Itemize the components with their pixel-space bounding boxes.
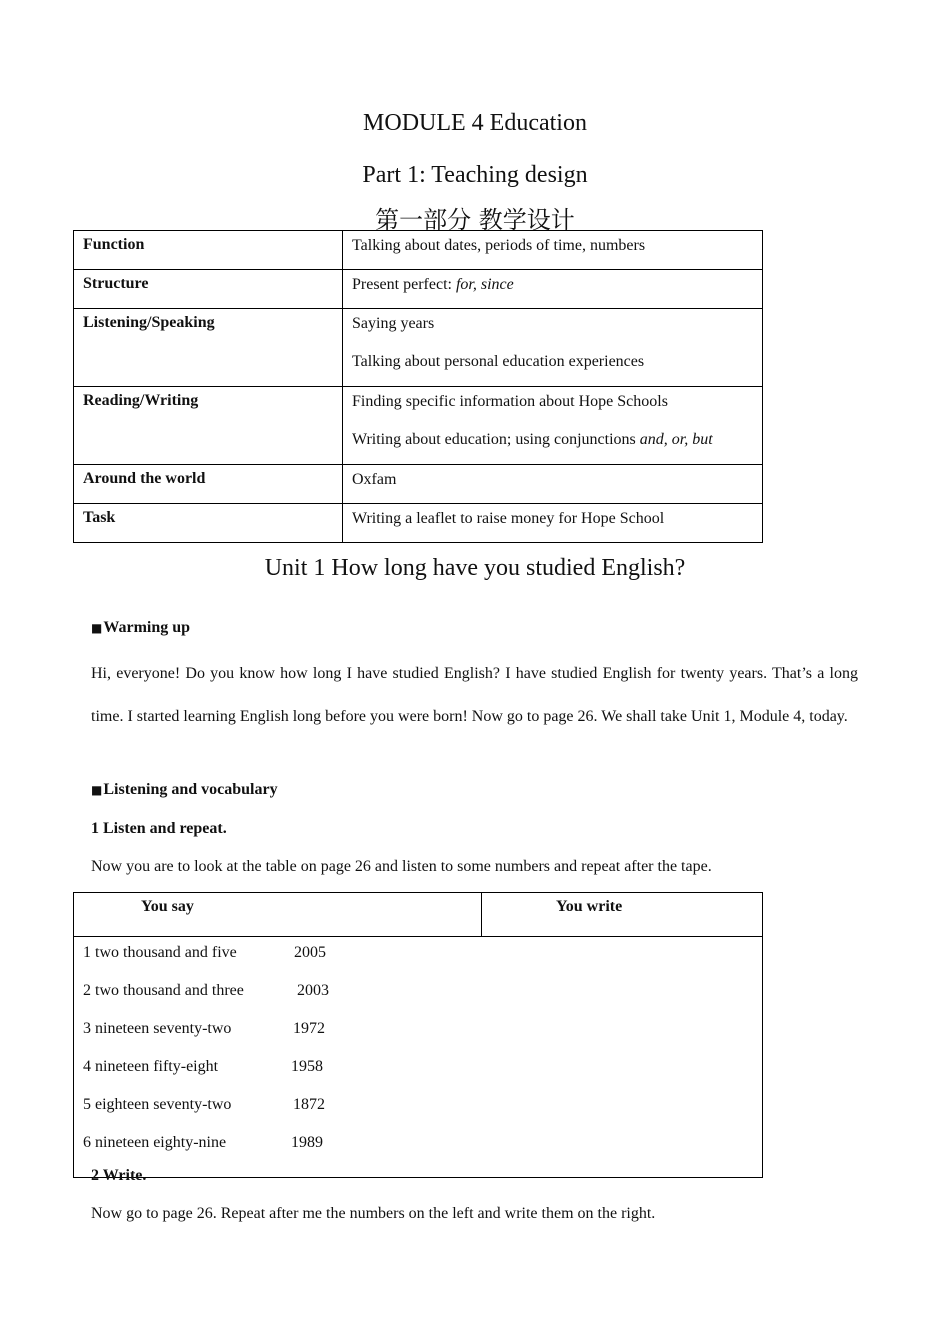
overview-row-reading <box>74 387 763 465</box>
number-year: 1972 <box>293 1020 325 1037</box>
number-year: 1989 <box>291 1134 323 1151</box>
numbers-table <box>73 892 763 1178</box>
column-header-you-say: You say <box>74 893 482 937</box>
number-words: 3 nineteen seventy-two <box>83 1020 232 1037</box>
number-row <box>83 941 753 979</box>
numbers-list <box>74 937 763 1178</box>
number-words: 4 nineteen fifty-eight <box>83 1058 219 1075</box>
overview-row-world <box>74 465 763 504</box>
module-overview-table <box>73 230 763 543</box>
reading-italic: and, or, but <box>639 431 713 448</box>
overview-label: Structure <box>74 270 343 309</box>
overview-row-listening <box>74 309 763 387</box>
listening-heading <box>91 781 278 799</box>
number-words: 1 two thousand and five <box>83 944 237 961</box>
module-title: MODULE 4 Education <box>363 110 587 136</box>
structure-italic: for, since <box>455 276 514 293</box>
warming-up-heading <box>91 619 190 637</box>
warming-up-heading-text: Warming up <box>103 619 191 636</box>
overview-text: Saying years <box>352 315 435 332</box>
number-year: 2003 <box>297 982 329 999</box>
overview-row-structure <box>74 270 763 309</box>
overview-value <box>343 309 763 387</box>
structure-prefix: Present perfect: <box>352 276 456 293</box>
number-year: 2005 <box>294 944 326 961</box>
overview-label: Function <box>74 231 343 270</box>
overview-value <box>343 270 763 309</box>
number-row <box>83 979 753 1017</box>
number-row <box>83 1093 753 1131</box>
overview-text: Talking about dates, periods of time, numbers <box>352 237 646 254</box>
overview-value <box>343 465 763 504</box>
overview-text <box>352 430 753 449</box>
overview-value <box>343 231 763 270</box>
numbers-table-body <box>74 937 763 1178</box>
step-listen-repeat-heading: 1 Listen and repeat. <box>91 820 227 837</box>
overview-label: Reading/Writing <box>74 387 343 465</box>
number-row <box>83 1131 753 1169</box>
step-listen-repeat-text: Now you are to look at the table on page 26 and listen to some numbers and repeat after the tape. <box>91 858 712 875</box>
overview-value <box>343 387 763 465</box>
overview-text <box>352 275 753 294</box>
overview-row-task <box>74 504 763 543</box>
overview-text: Oxfam <box>352 471 397 488</box>
number-year: 1958 <box>291 1058 323 1075</box>
overview-text: Finding specific information about Hope Schools <box>352 393 668 410</box>
step-write-text: Now go to page 26. Repeat after me the numbers on the left and write them on the right. <box>91 1205 656 1222</box>
overview-value <box>343 504 763 543</box>
number-row <box>83 1055 753 1093</box>
part-title: Part 1: Teaching design <box>362 162 588 188</box>
number-words: 2 two thousand and three <box>83 982 244 999</box>
overview-label: Task <box>74 504 343 543</box>
warming-up-paragraph: Hi, everyone! Do you know how long I have studied English? I have studied English for twenty years. That’s a long time. I started learning English long before you were born! Now go to page 26. We shall take Unit 1, Module 4, today. <box>91 665 858 725</box>
overview-text: Writing a leaflet to raise money for Hope School <box>352 510 665 527</box>
number-words: 6 nineteen eighty-nine <box>83 1134 227 1151</box>
column-header-you-write: You write <box>482 893 763 937</box>
overview-label: Listening/Speaking <box>74 309 343 387</box>
square-bullet-icon: ■ <box>91 621 103 635</box>
part-title-chinese: 第一部分 教学设计 <box>375 206 575 234</box>
step-write-heading: 2 Write. <box>91 1167 147 1184</box>
number-year: 1872 <box>293 1096 325 1113</box>
number-words: 5 eighteen seventy-two <box>83 1096 232 1113</box>
square-bullet-icon: ■ <box>91 783 103 797</box>
unit-title: Unit 1 How long have you studied English? <box>264 555 686 581</box>
overview-label: Around the world <box>74 465 343 504</box>
numbers-table-header <box>74 893 763 937</box>
overview-row-function <box>74 231 763 270</box>
listening-heading-text: Listening and vocabulary <box>103 781 278 798</box>
number-row <box>83 1017 753 1055</box>
reading-prefix: Writing about education; using conjunctions <box>352 431 640 448</box>
overview-text: Talking about personal education experiences <box>352 353 645 370</box>
